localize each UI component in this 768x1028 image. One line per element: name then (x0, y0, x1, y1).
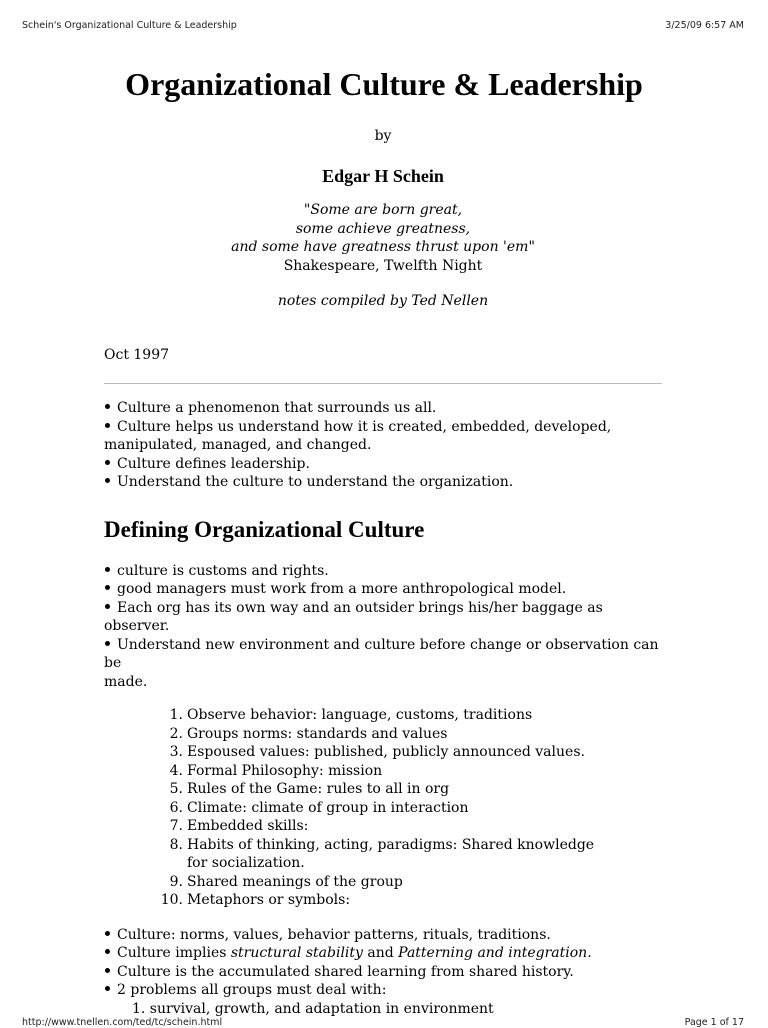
emphasis-text: Patterning and integration (398, 945, 588, 961)
culture-bullet-list (104, 926, 662, 1019)
list-item: Culture defines leadership. (104, 455, 662, 474)
list-item-continuation: made. (104, 673, 148, 690)
list-item: 2 problems all groups must deal with: (104, 981, 662, 1000)
bullet-icon (105, 931, 110, 936)
compiled-notes: notes compiled by Ted Nellen (277, 293, 489, 309)
numbered-list (104, 706, 662, 910)
bullet-icon (105, 460, 110, 465)
bullet-icon (105, 478, 110, 483)
document-title: Organizational Culture & Leadership (125, 66, 643, 102)
horizontal-rule (104, 383, 662, 384)
bullet-icon (105, 949, 110, 954)
epigraph-attribution: Shakespeare, Twelfth Night (283, 257, 483, 274)
numbered-item: 7. Embedded skills: (169, 818, 309, 834)
intro-bullet-list (104, 399, 662, 492)
list-item: Culture is the accumulated shared learning from shared history. (104, 963, 662, 982)
print-footer-page: Page 1 of 17 (684, 1017, 744, 1028)
epigraph (104, 201, 662, 275)
numbered-item: 8. Habits of thinking, acting, paradigms: Shared knowledge for socialization. (169, 836, 595, 871)
epigraph-line: "Some are born great, (303, 202, 463, 218)
list-item: Culture implies structural stability and Patterning and integration. (104, 944, 662, 963)
epigraph-line: and some have greatness thrust upon 'em" (231, 239, 535, 255)
section-bullet-list (104, 562, 662, 692)
list-item: Culture a phenomenon that surrounds us all. (104, 399, 662, 418)
document-body (104, 64, 662, 1018)
section-heading: Defining Organizational Culture (104, 516, 425, 542)
bullet-icon (105, 404, 110, 409)
numbered-item: 2. Groups norms: standards and values (169, 725, 448, 742)
print-header-title: Schein's Organizational Culture & Leadership (22, 20, 237, 31)
list-item: Understand new environment and culture before change or observation can be (104, 636, 659, 671)
list-item-continuation: manipulated, managed, and changed. (104, 437, 372, 453)
list-item: Culture helps us understand how it is created, embedded, developed, (104, 418, 662, 437)
numbered-item: 5. Rules of the Game: rules to all in org (169, 781, 450, 797)
sub-list-item: 1. survival, growth, and adaptation in environment (132, 1000, 494, 1017)
numbered-item: 4. Formal Philosophy: mission (169, 762, 383, 779)
bullet-icon (105, 604, 110, 609)
print-footer-url: http://www.tnellen.com/ted/tc/schein.html (22, 1017, 223, 1028)
emphasis-text: structural stability (230, 945, 363, 961)
list-item: culture is customs and rights. (104, 562, 662, 581)
bullet-icon (105, 585, 110, 590)
epigraph-line: some achieve greatness, (295, 220, 471, 237)
bullet-icon (105, 986, 110, 991)
bullet-icon (105, 423, 110, 428)
numbered-item: 1. Observe behavior: language, customs, traditions (169, 707, 533, 723)
byline-by: by (374, 128, 392, 144)
list-item: Culture: norms, values, behavior patterns, rituals, traditions. (104, 926, 662, 945)
bullet-icon (105, 968, 110, 973)
numbered-item: 6. Climate: climate of group in interaction (169, 799, 469, 816)
bullet-icon (105, 641, 110, 646)
list-item: good managers must work from a more anthropological model. (104, 580, 662, 599)
numbered-item: 10. Metaphors or symbols: (160, 892, 351, 908)
print-header-timestamp: 3/25/09 6:57 AM (665, 20, 744, 31)
author-name: Edgar H Schein (322, 166, 444, 186)
list-item: Each org has its own way and an outsider brings his/her baggage as observer. (104, 599, 603, 634)
bullet-icon (105, 567, 110, 572)
document-date: Oct 1997 (104, 347, 170, 363)
list-item: Understand the culture to understand the organization. (104, 473, 662, 492)
numbered-item: 9. Shared meanings of the group (169, 873, 403, 890)
numbered-item: 3. Espoused values: published, publicly announced values. (169, 744, 585, 760)
